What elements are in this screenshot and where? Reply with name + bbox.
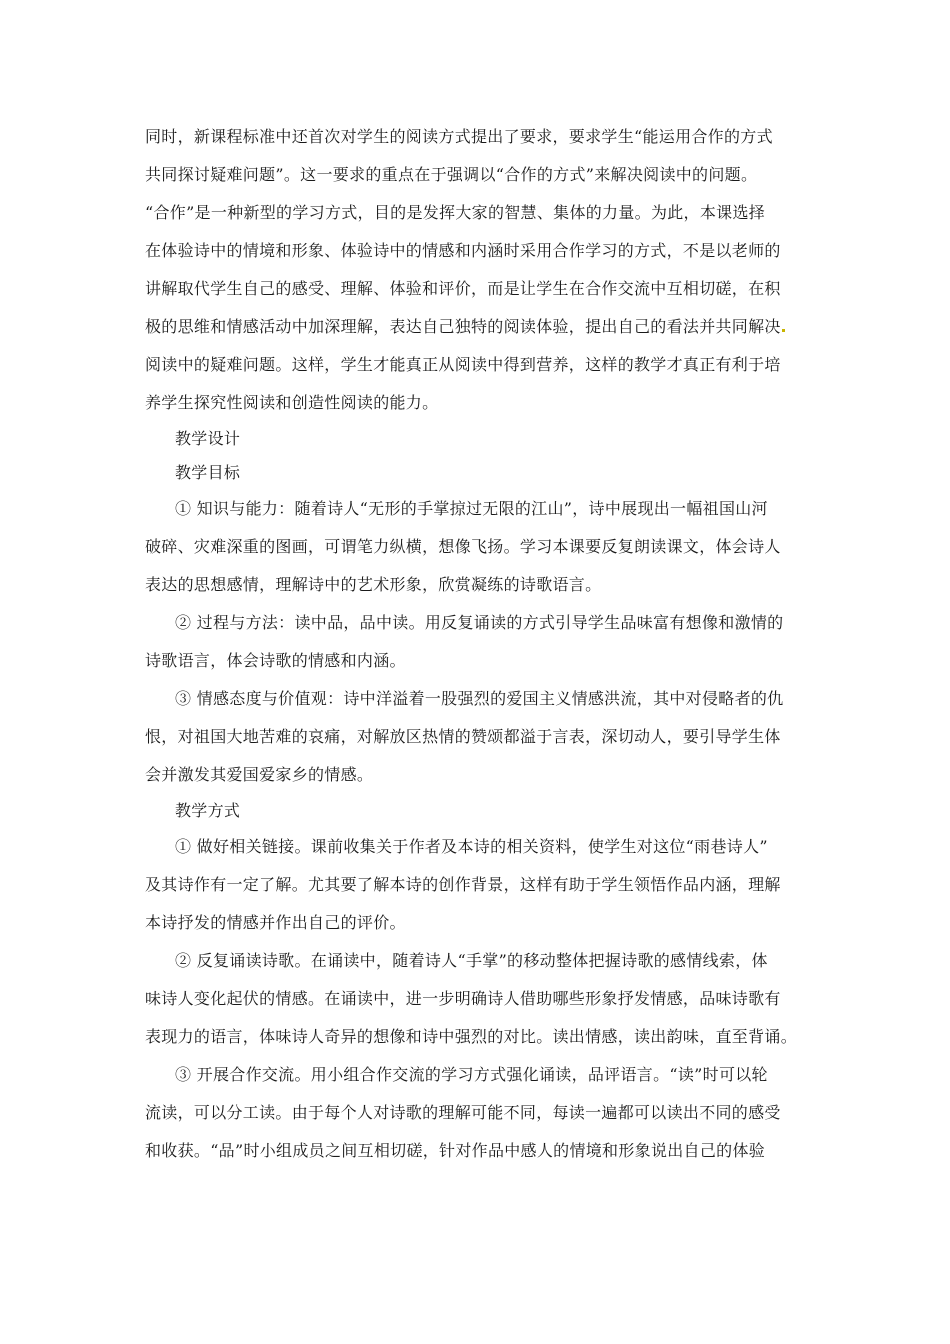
paragraph-line [145, 308, 810, 346]
list-item-method-2: ② 反复诵读诗歌。在诵读中，随着诗人“手掌”的移动整体把握诗歌的感情线索，体 [175, 951, 768, 970]
edit-mark [782, 329, 785, 332]
paragraph-line: 会并激发其爱国爱家乡的情感。 [145, 765, 374, 784]
paragraph-line: 和收获。“品”时小组成员之间互相切磋，针对作品中感人的情境和形象说出自己的体验 [145, 1141, 766, 1160]
paragraph-line: 本诗抒发的情感并作出自己的评价。 [145, 913, 406, 932]
paragraph-line: 讲解取代学生自己的感受、理解、体验和评价，而是让学生在合作交流中互相切磋，在积 [145, 279, 781, 298]
list-item-goal-3: ③ 情感态度与价值观：诗中洋溢着一股强烈的爱国主义情感洪流，其中对侵略者的仇 [175, 689, 784, 708]
document-body [145, 118, 810, 1170]
paragraph-line: 共同探讨疑难问题”。这一要求的重点在于强调以“合作的方式”来解决阅读中的问题。 [145, 165, 758, 184]
list-item-goal-2: ② 过程与方法：读中品，品中读。用反复诵读的方式引导学生品味富有想像和激情的 [175, 613, 784, 632]
subsection-heading: 教学方式 [175, 801, 241, 820]
subsection-heading: 教学目标 [175, 463, 241, 482]
list-item-method-1: ① 做好相关链接。课前收集关于作者及本诗的相关资料，使学生对这位“雨巷诗人” [175, 837, 768, 856]
paragraph-line: 破碎、灾难深重的图画，可谓笔力纵横，想像飞扬。学习本课要反复朗读课文，体会诗人 [145, 537, 781, 556]
paragraph-line: “合作”是一种新型的学习方式，目的是发挥大家的智慧、集体的力量。为此，本课选择 [145, 203, 766, 222]
paragraph-line: 味诗人变化起伏的情感。在诵读中，进一步明确诗人借助哪些形象抒发情感，品味诗歌有 [145, 989, 781, 1008]
paragraph-line: 表达的思想感情，理解诗中的艺术形象，欣赏凝练的诗歌语言。 [145, 575, 602, 594]
paragraph-line: 同时，新课程标准中还首次对学生的阅读方式提出了要求，要求学生“能运用合作的方式 [145, 127, 773, 146]
list-item-method-3: ③ 开展合作交流。用小组合作交流的学习方式强化诵读，品评语言。“读”时可以轮 [175, 1065, 768, 1084]
section-heading: 教学设计 [175, 429, 241, 448]
paragraph-line-text: 极的思维和情感活动中加深理解，表达自己独特的阅读体验，提出自己的看法并共同解决 [145, 317, 781, 336]
paragraph-line: 表现力的语言，体味诗人奇异的想像和诗中强烈的对比。读出情感，读出韵味，直至背诵。 [145, 1027, 798, 1046]
paragraph-line: 养学生探究性阅读和创造性阅读的能力。 [145, 393, 439, 412]
paragraph-line: 阅读中的疑难问题。这样，学生才能真正从阅读中得到营养，这样的教学才真正有利于培 [145, 355, 781, 374]
paragraph-line: 流读，可以分工读。由于每个人对诗歌的理解可能不同，每读一遍都可以读出不同的感受 [145, 1103, 781, 1122]
paragraph-line: 在体验诗中的情境和形象、体验诗中的情感和内涵时采用合作学习的方式，不是以老师的 [145, 241, 781, 260]
paragraph-line: 诗歌语言，体会诗歌的情感和内涵。 [145, 651, 406, 670]
paragraph-line: 及其诗作有一定了解。尤其要了解本诗的创作背景，这样有助于学生领悟作品内涵，理解 [145, 875, 781, 894]
paragraph-line: 恨，对祖国大地苦难的哀痛，对解放区热情的赞颂都溢于言表，深切动人，要引导学生体 [145, 727, 781, 746]
list-item-goal-1: ① 知识与能力：随着诗人“无形的手掌掠过无限的江山”，诗中展现出一幅祖国山河 [175, 499, 768, 518]
